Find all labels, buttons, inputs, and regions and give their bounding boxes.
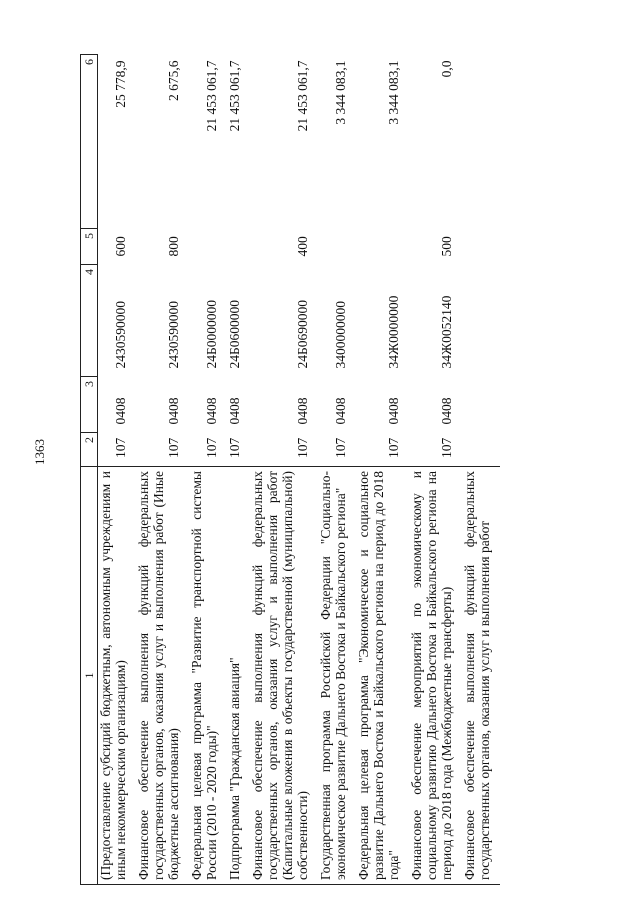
row-c6 [462,55,500,229]
table-row [136,55,189,885]
row-c3: 0408 [295,397,310,425]
row-c5 [227,229,250,265]
row-c2: 107 [227,437,242,458]
row-c4: 34Ж0000000 [386,295,401,369]
row-c6: 21 453 061,7 [227,60,242,132]
table-row [227,55,250,885]
row-c6: 25 778,9 [113,60,128,108]
row-c3: 0408 [386,397,401,425]
row-c6: 21 453 061,7 [295,60,310,132]
row-c5 [318,229,356,265]
header-col-4: 4 [81,265,98,377]
row-c5: 800 [166,236,181,257]
row-c2: 107 [295,437,310,458]
row-c4: 2430590000 [113,301,128,369]
row-name: Финансовое обеспечение выполнения функций федеральных государственных органов, оказания услуг и выполнения работ (Иные бюджетные ассигнования) [136,467,189,885]
row-c2: 107 [439,437,454,458]
row-c5 [462,229,500,265]
row-name: Подпрограмма "Гражданская авиация" [227,467,250,885]
row-c4: 2430590000 [166,301,181,369]
row-c6: 2 675,6 [166,60,181,101]
row-c5: 600 [113,236,128,257]
row-c6: 0,0 [439,60,454,78]
row-c4: 24Б0600000 [227,299,242,369]
row-name: Федеральная целевая программа "Развитие транспортной системы России (2010 - 2020 годы)" [189,467,227,885]
budget-table [80,54,500,885]
row-name: (Предоставление субсидий бюджетным, автономным учреждениям и иным некоммерческим организациям) [98,467,137,885]
row-c2: 107 [333,437,348,458]
row-name: Федеральная целевая программа "Экономическое и социальное развитие Дальнего Востока и Байкальского региона на период до 2018 года" [356,467,409,885]
row-c3: 0408 [113,397,128,425]
row-c4: 34Ж0052140 [439,295,454,369]
header-col-2: 2 [81,433,98,467]
header-col-5: 5 [81,229,98,265]
row-c3: 0408 [204,397,219,425]
table-row [189,55,227,885]
row-c5: 500 [439,236,454,257]
table-row [250,55,318,885]
table-row [318,55,356,885]
row-c2: 107 [386,437,401,458]
row-c3: 0408 [333,397,348,425]
row-c3 [462,377,500,433]
row-c3: 0408 [227,397,242,425]
table-row [409,55,462,885]
row-c4 [462,265,500,377]
rotated-table-container [80,55,560,885]
row-c4: 24Б0000000 [204,299,219,369]
row-name: Финансовое обеспечение мероприятий по экономическому и социальному развитию Дальнего Востока и Байкальского региона на период до 2018 года (Межбюджетные трансферты) [409,467,462,885]
page-number: 1363 [32,439,47,465]
table-row [462,55,500,885]
row-c2: 107 [113,437,128,458]
row-c6: 3 344 083,1 [386,60,401,125]
header-col-1: 1 [81,467,98,885]
row-c2: 107 [204,437,219,458]
table-row [356,55,409,885]
row-name: Финансовое обеспечение выполнения функций федеральных государственных органов, оказания услуг и выполнения работ [462,467,500,885]
row-c4: 24Б0690000 [295,299,310,369]
row-c5: 400 [295,236,310,257]
row-c3: 0408 [166,397,181,425]
row-c2: 107 [166,437,181,458]
row-c3: 0408 [439,397,454,425]
row-name: Финансовое обеспечение выполнения функций федеральных государственных органов, оказания услуг и выполнения работ (Капитальные вложения в объекты государственной (муниципальной) собственности) [250,467,318,885]
table-row [98,55,137,885]
header-col-6: 6 [81,55,98,229]
header-row [81,55,98,885]
row-c2 [462,433,500,467]
row-name: Государственная программа Российской Федерации "Социально-экономическое развитие Дальнего Востока и Байкальского региона" [318,467,356,885]
row-c6: 3 344 083,1 [333,60,348,125]
row-c5 [356,229,409,265]
row-c5 [189,229,227,265]
header-col-3: 3 [81,377,98,433]
row-c4: 3400000000 [333,301,348,369]
row-c6: 21 453 061,7 [204,60,219,132]
